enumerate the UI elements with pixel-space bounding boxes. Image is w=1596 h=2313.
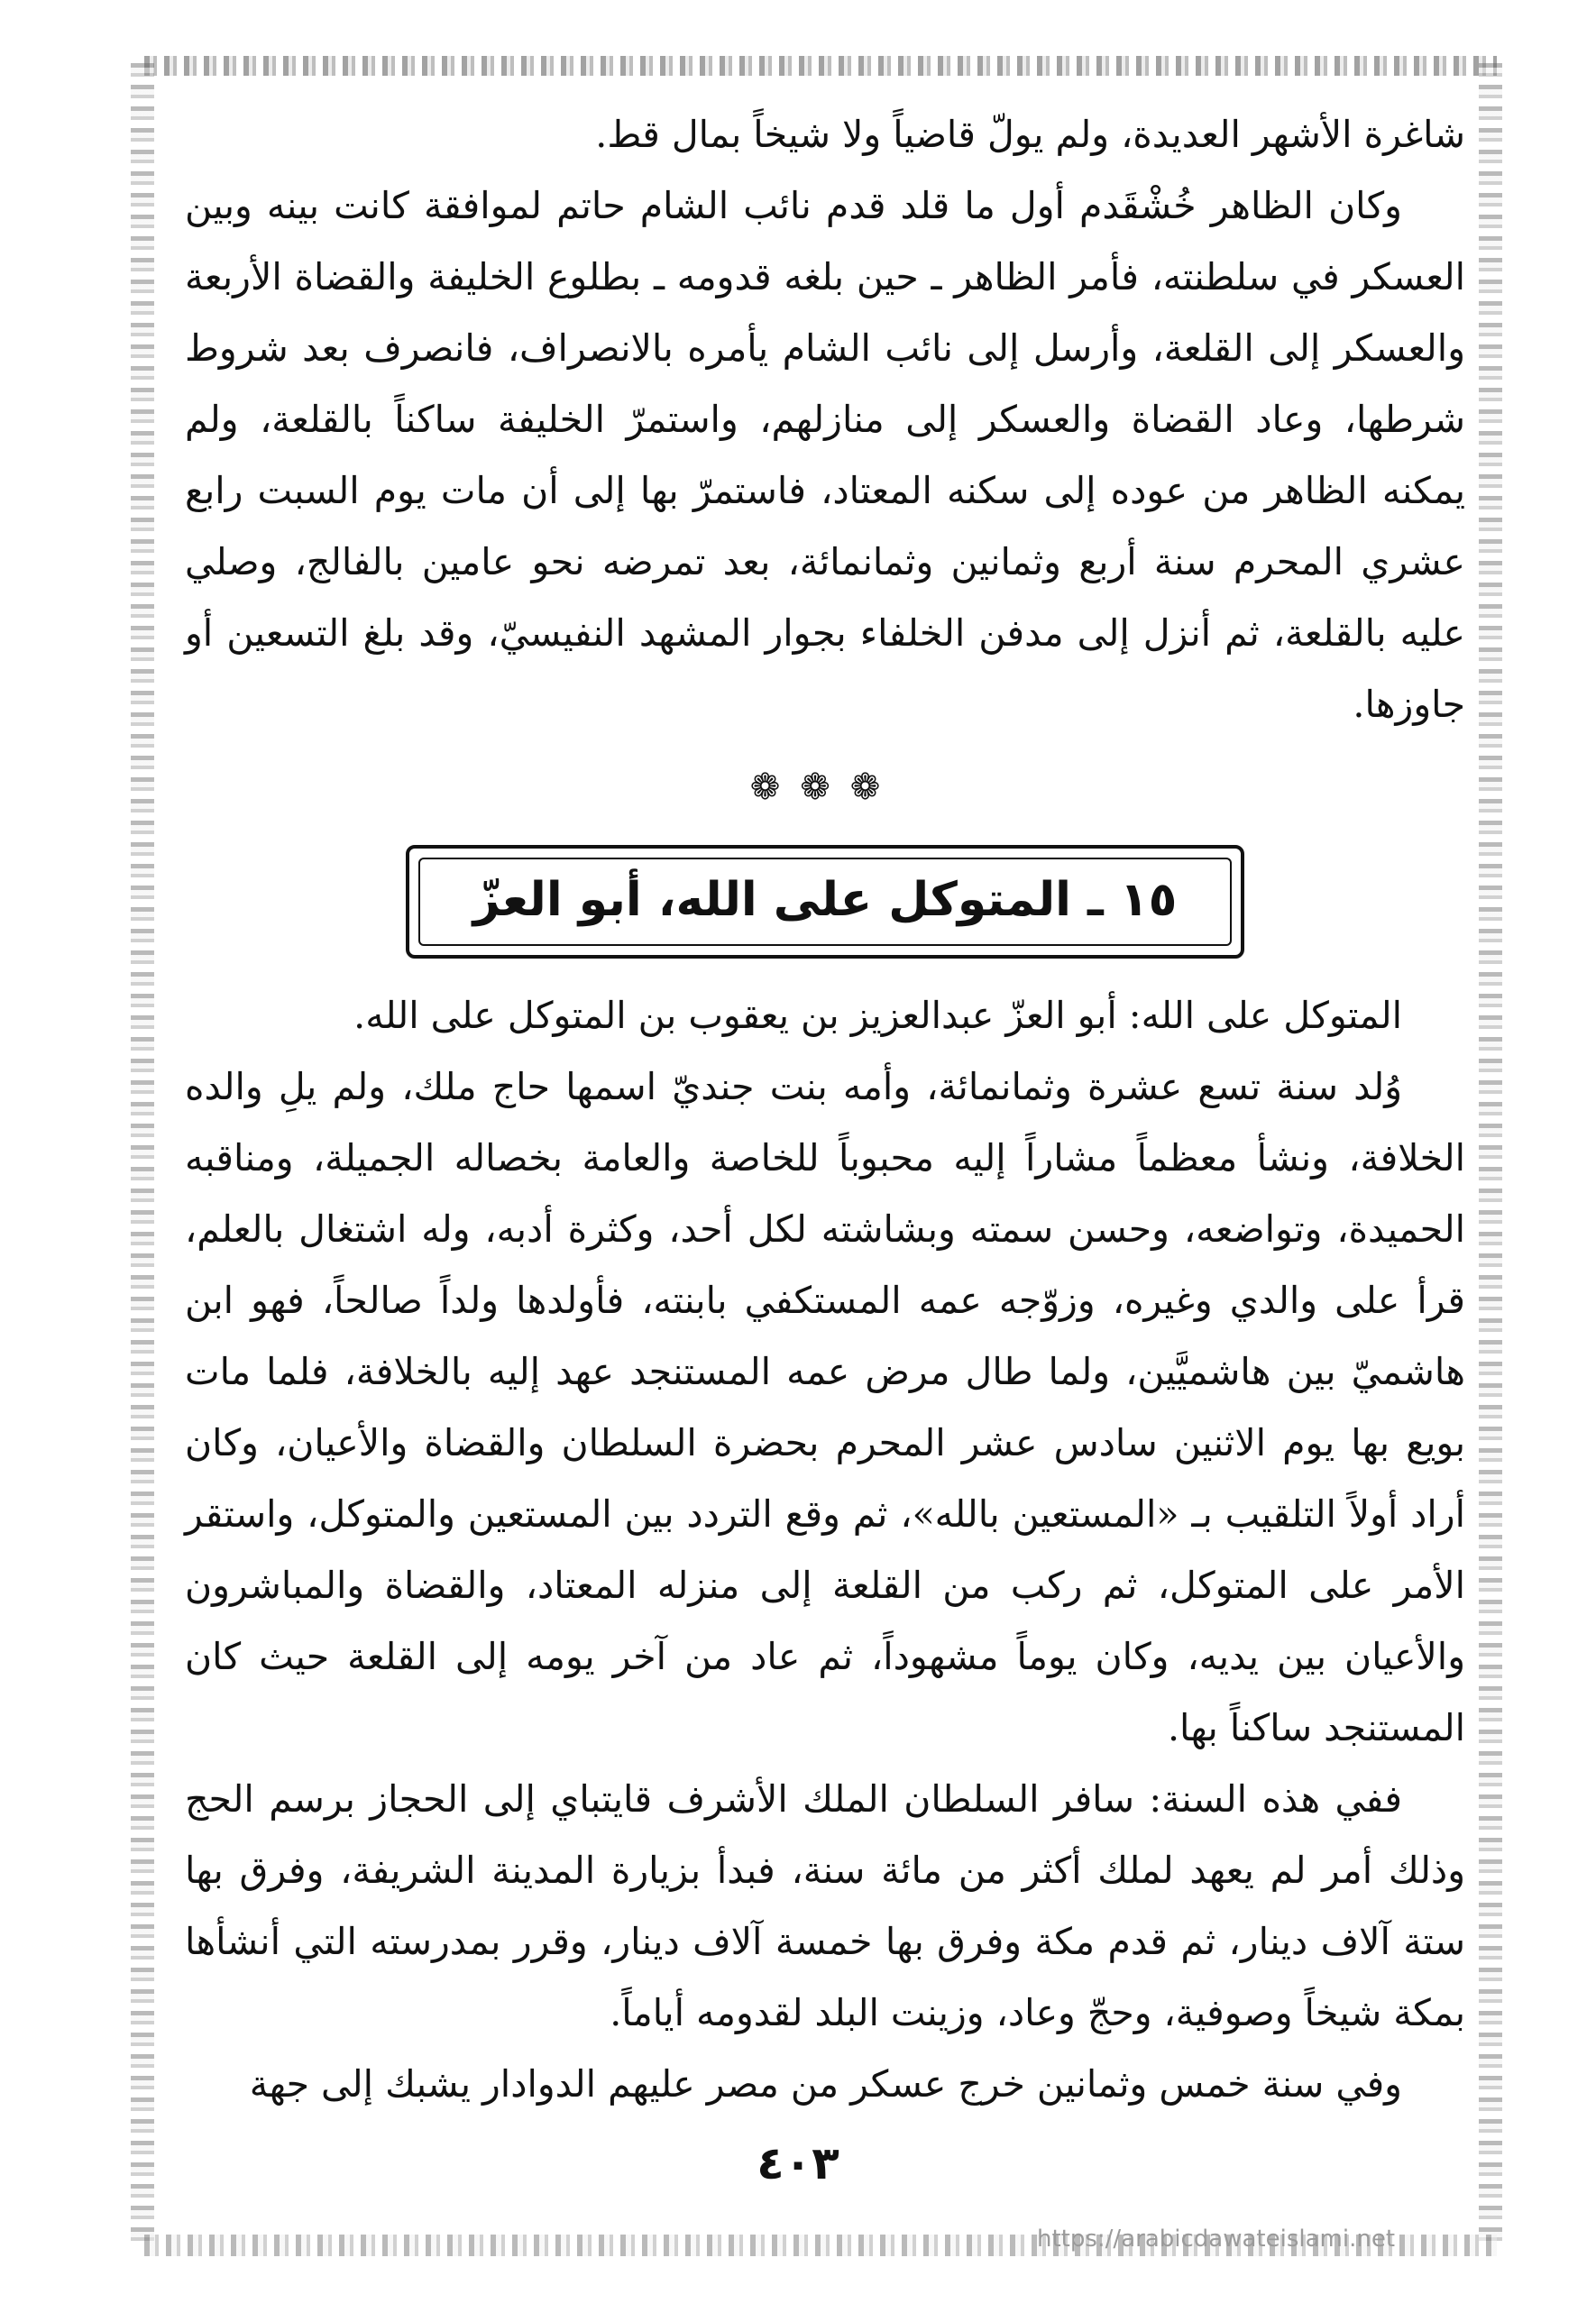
section-title-box: [406, 845, 1244, 959]
paragraph: وُلد سنة تسع عشرة وثمانمائة، وأمه بنت جنديّ اسمها حاج ملك، ولم يلِ والده الخلافة، ونشأ معظماً مشاراً إليه محبوباً للخاصة والعامة بخصاله الجميلة، ومناقبه الحميدة، وتواضعه، وحسن سمته وبشاشته لكل أحد، وكثرة أدبه، وله اشتغال بالعلم، قرأ على والدي وغيره، وزوّجه عمه المستكفي بابنته، فأولدها ولداً صالحاً، فهو ابن هاشميّ بين هاشميَّين، ولما طال مرض عمه المستنجد عهد إليه بالخلافة، فلما مات بويع بها يوم الاثنين سادس عشر المحرم بحضرة السلطان والقضاة والأعيان، وكان أراد أولاً التلقيب بـ «المستعين بالله»، ثم وقع التردد بين المستعين والمتوكل، واستقر الأمر على المتوكل، ثم ركب من القلعة إلى منزله المعتاد، والقضاة والمباشرون والأعيان بين يديه، وكان يوماً مشهوداً، ثم عاد من آخر يومه إلى القلعة حيث كان المستنجد ساكناً بها.: [185, 1065, 1465, 1749]
paragraph: وكان الظاهر خُشْقَدم أول ما قلد قدم نائب الشام حاتم لموافقة كانت بينه وبين العسكر في سلطنته، فأمر الظاهر ـ حين بلغه قدومه ـ بطلوع الخليفة والقضاة الأربعة والعسكر إلى القلعة، وأرسل إلى نائب الشام يأمره بالانصراف، فانصرف بعد شروط شرطها، وعاد القضاة والعسكر إلى منازلهم، واستمرّ الخليفة ساكناً بالقلعة، ولم يمكنه الظاهر من عوده إلى سكنه المعتاد، فاستمرّ بها إلى أن مات يوم السبت رابع عشري المحرم سنة أربع وثمانين وثمانمائة، بعد تمرضه نحو عامين بالفالج، وصلي عليه بالقلعة، ثم أنزل إلى مدفن الخلفاء بجوار المشهد النفيسيّ، وقد بلغ التسعين أو جاوزها.: [185, 184, 1465, 726]
section-title: ١٥ ـ المتوكل على الله، أبو العزّ: [472, 873, 1178, 927]
border-right: [1479, 63, 1502, 2245]
watermark-url: https://arabicdawateislami.net: [1037, 2226, 1396, 2253]
paragraph: ففي هذه السنة: سافر السلطان الملك الأشرف قايتباي إلى الحجاز برسم الحج وذلك أمر لم يعهد لملك أكثر من مائة سنة، فبدأ بزيارة المدينة الشريفة، وفرق بها ستة آلاف دينار، ثم قدم مكة وفرق بها خمسة آلاف دينار، وقرر بمدرسته التي أنشأها بمكة شيخاً وصوفية، وحجّ وعاد، وزينت البلد لقدومه أياماً.: [185, 1777, 1465, 2034]
paragraph: وفي سنة خمس وثمانين خرج عسكر من مصر عليهم الدوادار يشبك إلى جهة: [249, 2062, 1402, 2106]
paragraph: شاغرة الأشهر العديدة، ولم يولّ قاضياً ولا شيخاً بمال قط.: [595, 113, 1465, 156]
page-body: [185, 99, 1465, 2120]
page-number: ٤٠٣: [757, 2137, 839, 2189]
section-ornament: ❁❁❁: [749, 766, 901, 808]
border-top: [144, 56, 1497, 76]
border-left: [131, 63, 154, 2245]
paragraph: المتوكل على الله: أبو العزّ عبدالعزيز بن يعقوب بن المتوكل على الله.: [353, 994, 1402, 1037]
